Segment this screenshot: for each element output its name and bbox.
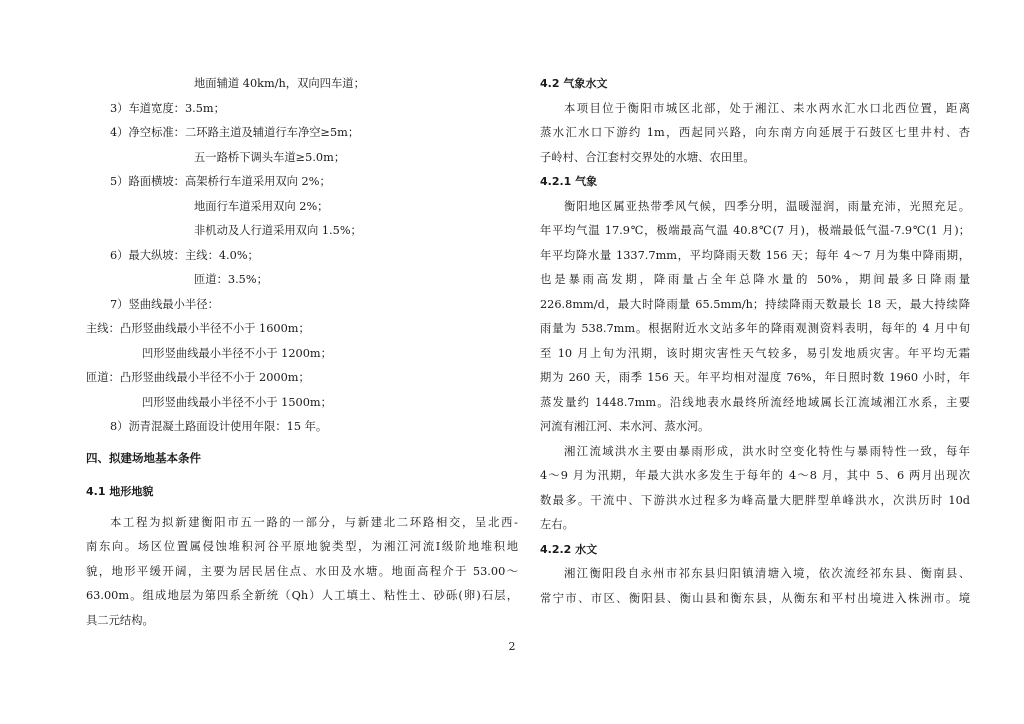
paragraph-line: 河流有湘江河、耒水河、蒸水河。 bbox=[540, 420, 710, 433]
paragraph-line: 数最多。干流中、下游洪水过程多为峰高量大肥胖型单峰洪水，次洪历时 10d bbox=[540, 493, 970, 507]
spec-line: 8）沥青混凝土路面设计使用年限：15 年。 bbox=[110, 420, 328, 433]
page-number: 2 bbox=[508, 640, 516, 653]
paragraph-line: 本工程为拟新建衡阳市五一路的一部分，与新建北二环路相交，呈北西- bbox=[110, 515, 518, 529]
spec-line: 非机动及人行道采用双向 1.5%； bbox=[194, 224, 362, 237]
spec-line: 匝道：3.5%； bbox=[194, 273, 268, 286]
paragraph-line: 貌，地形平缓开阔，主要为居民居住点、水田及水塘。地面高程介于 53.00～ bbox=[86, 564, 518, 578]
paragraph-line: 湘江流域洪水主要由暴雨形成，洪水时空变化特性与暴雨特性一致，每年 bbox=[564, 444, 970, 458]
paragraph-line: 4～9 月为汛期，年最大洪水多发生于每年的 4～8 月，其中 5、6 两月出现次 bbox=[540, 469, 970, 482]
section-heading-4-1: 4.1 地形地貌 bbox=[86, 485, 154, 498]
spec-line: 3）车道宽度：3.5m； bbox=[110, 101, 225, 115]
paragraph-line: 226.8mm/d，最大时降雨量 65.5mm/h；持续降雨天数最长 18 天，最大持续降 bbox=[540, 297, 970, 311]
paragraph-line: 子岭村、合江套村交界处的水塘、农田里。 bbox=[540, 150, 755, 164]
spec-line: 主线：凸形竖曲线最小半径不小于 1600m； bbox=[86, 322, 310, 335]
spec-line: 5）路面横坡：高架桥行车道采用双向 2%； bbox=[110, 175, 331, 188]
section-heading-4-2: 4.2 气象水文 bbox=[540, 77, 608, 90]
paragraph-line: 蒸发量约 1448.7mm。沿线地表水最终所流经地域属长江流域湘江水系，主要 bbox=[540, 395, 970, 409]
paragraph-line: 63.00m。组成地层为第四系全新统（Qh）人工填土、粘性土、砂砾(卵)石层， bbox=[86, 589, 518, 602]
right-column bbox=[540, 72, 970, 611]
paragraph-line: 年平均气温 17.9℃，极端最高气温 40.8℃(7 月)，极端最低气温-7.9℃(1 月)； bbox=[540, 224, 970, 237]
paragraph-line: 本项目位于衡阳市城区北部，处于湘江、耒水两水汇水口北西位置，距离 bbox=[564, 101, 970, 115]
spec-line: 7）竖曲线最小半径： bbox=[110, 297, 219, 311]
paragraph-line: 也是暴雨高发期，降雨量占全年总降水量的 50%，期间最多日降雨量 bbox=[540, 273, 970, 286]
paragraph-line: 雨量为 538.7mm。根据附近水文站多年的降雨观测资料表明，每年的 4 月中旬 bbox=[540, 322, 970, 335]
spec-line: 4）净空标准：二环路主道及辅道行车净空≥5m； bbox=[110, 126, 360, 139]
paragraph-line: 左右。 bbox=[540, 518, 574, 531]
paragraph-line: 常宁市、市区、衡阳县、衡山县和衡东县，从衡东和平村出境进入株洲市。境 bbox=[540, 591, 970, 605]
paragraph-line: 蒸水汇水口下游约 1m，西起同兴路，向东南方向延展于石鼓区七里井村、杏 bbox=[540, 126, 970, 139]
section-heading-4-2-1: 4.2.1 气象 bbox=[540, 175, 598, 188]
spec-line: 凹形竖曲线最小半径不小于 1500m； bbox=[142, 395, 332, 409]
paragraph-line: 湘江衡阳段自永州市祁东县归阳镇清塘入境，依次流经祁东县、衡南县、 bbox=[564, 567, 970, 580]
paragraph-line: 南东向。场区位置属侵蚀堆积河谷平原地貌类型，为湘江河流Ⅰ级阶地堆积地 bbox=[86, 540, 518, 553]
section-heading-4: 四、拟建场地基本条件 bbox=[86, 450, 201, 465]
section-heading-4-2-2: 4.2.2 水文 bbox=[540, 542, 598, 556]
spec-line: 地面行车道采用双向 2%； bbox=[194, 199, 329, 213]
spec-line: 地面辅道 40km/h，双向四车道； bbox=[194, 77, 365, 90]
spec-line: 五一路桥下调头车道≥5.0m； bbox=[194, 150, 346, 164]
paragraph-line: 年平均降水量 1337.7mm，平均降雨天数 156 天；每年 4～7 月为集中降雨期， bbox=[540, 248, 970, 262]
left-column bbox=[86, 72, 518, 633]
spec-line: 凹形竖曲线最小半径不小于 1200m； bbox=[142, 346, 332, 360]
spec-line: 6）最大纵坡：主线：4.0%； bbox=[110, 248, 259, 262]
paragraph-line: 具二元结构。 bbox=[86, 613, 154, 627]
paragraph-line: 期为 260 天，雨季 156 天。年平均相对湿度 76%，年日照时数 1960 小时，年 bbox=[540, 371, 970, 384]
paragraph-line: 衡阳地区属亚热带季风气候，四季分明，温暖湿润，雨量充沛，光照充足。 bbox=[564, 199, 970, 213]
paragraph-line: 至 10 月上旬为汛期，该时期灾害性天气较多，易引发地质灾害。年平均无霜 bbox=[540, 346, 970, 360]
spec-line: 匝道：凸形竖曲线最小半径不小于 2000m； bbox=[86, 371, 310, 384]
